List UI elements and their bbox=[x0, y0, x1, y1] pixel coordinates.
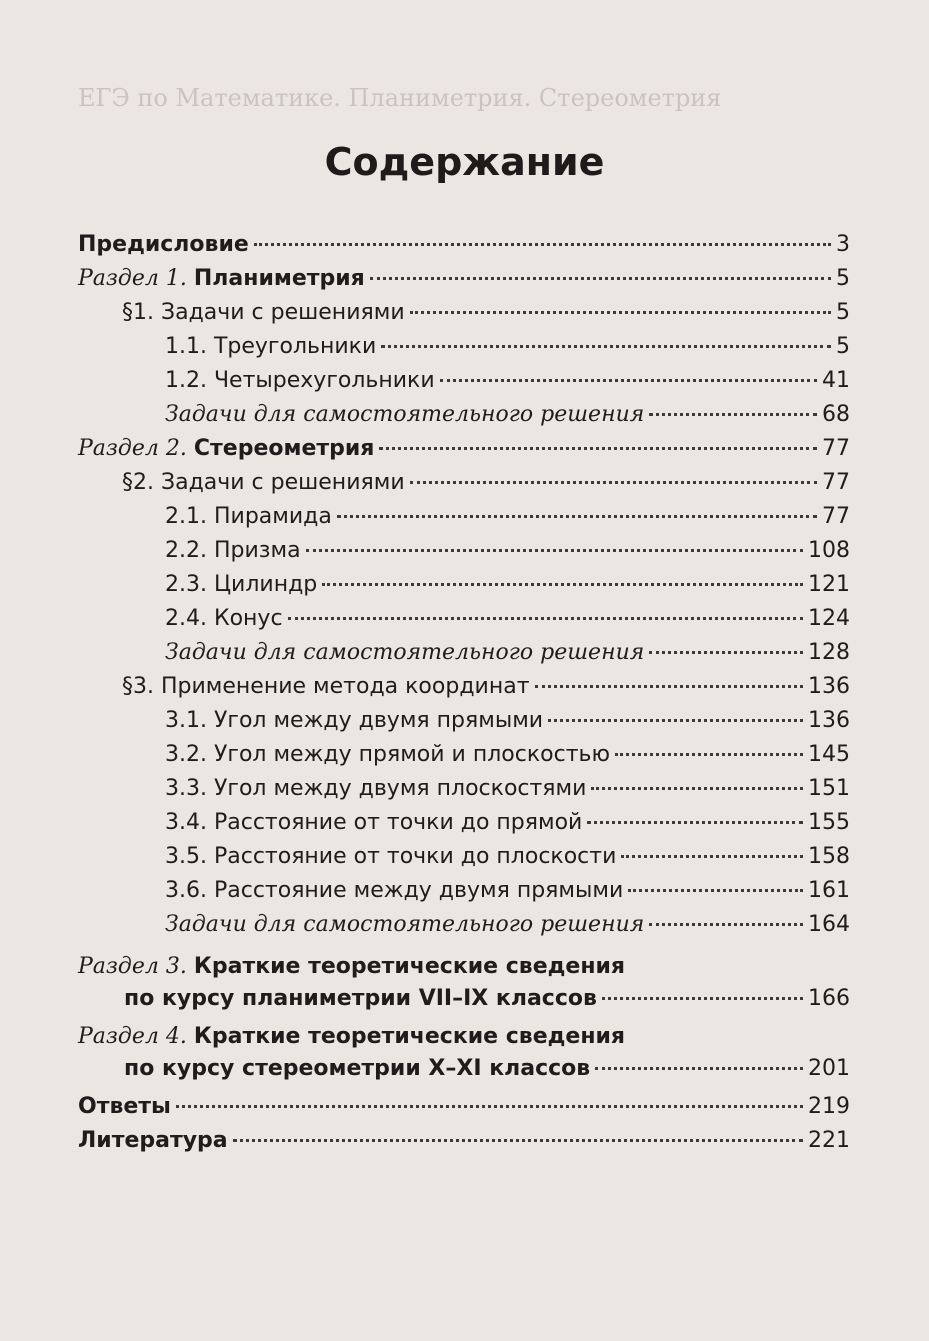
toc-entry-exercises-1[interactable] bbox=[78, 397, 850, 431]
toc-label: Задачи для самостоятельного решения bbox=[165, 402, 645, 427]
toc-entry-3-4[interactable] bbox=[78, 805, 850, 839]
toc-label: Краткие теоретические сведения bbox=[193, 1024, 626, 1049]
toc-label: 1.1. Треугольники bbox=[165, 334, 377, 359]
toc-page-number: 77 bbox=[822, 504, 850, 529]
toc-entry-paragraph-2[interactable] bbox=[78, 465, 850, 499]
toc-page-number: 155 bbox=[808, 810, 850, 835]
toc-label: Планиметрия bbox=[193, 266, 365, 291]
toc-page-number: 219 bbox=[808, 1094, 850, 1119]
dot-leader bbox=[306, 549, 803, 552]
toc-entry-2-1[interactable] bbox=[78, 499, 850, 533]
toc-entry-2-3[interactable] bbox=[78, 567, 850, 601]
toc-label: 3.4. Расстояние от точки до прямой bbox=[165, 810, 583, 835]
toc-label: 1.2. Четырехугольники bbox=[165, 368, 435, 393]
toc-label: Ответы bbox=[78, 1094, 171, 1119]
dot-leader bbox=[587, 821, 803, 824]
dot-leader bbox=[410, 481, 817, 484]
dot-leader bbox=[233, 1139, 803, 1142]
toc-entry-paragraph-3[interactable] bbox=[78, 669, 850, 703]
dot-leader bbox=[254, 243, 831, 246]
toc-label: 3.6. Расстояние между двумя прямыми bbox=[165, 878, 624, 903]
dot-leader bbox=[649, 651, 803, 654]
dot-leader bbox=[440, 379, 817, 382]
toc-label-continued: по курсу стереометрии X–XI классов bbox=[124, 1056, 591, 1081]
toc-entry-paragraph-1[interactable] bbox=[78, 295, 850, 329]
dot-leader bbox=[535, 685, 803, 688]
toc-entry-section-4[interactable] bbox=[78, 1019, 850, 1089]
toc-entry-1-2[interactable] bbox=[78, 363, 850, 397]
toc-entry-3-2[interactable] bbox=[78, 737, 850, 771]
dot-leader bbox=[602, 997, 803, 1000]
dot-leader bbox=[381, 345, 831, 348]
toc-label: 3.5. Расстояние от точки до плоскости bbox=[165, 844, 617, 869]
dot-leader bbox=[370, 277, 831, 280]
toc-label: Литература bbox=[78, 1128, 228, 1153]
toc-page-number: 151 bbox=[808, 776, 850, 801]
dot-leader bbox=[176, 1105, 803, 1108]
toc-page-number: 108 bbox=[808, 538, 850, 563]
toc-label: Краткие теоретические сведения bbox=[193, 954, 626, 979]
dot-leader bbox=[548, 719, 803, 722]
toc-page-number: 41 bbox=[822, 368, 850, 393]
toc-label: Стереометрия bbox=[193, 436, 375, 461]
toc-label: §1. Задачи с решениями bbox=[122, 300, 405, 325]
toc-page-number: 161 bbox=[808, 878, 850, 903]
dot-leader bbox=[628, 889, 803, 892]
toc-entry-2-2[interactable] bbox=[78, 533, 850, 567]
toc-page-number: 128 bbox=[808, 640, 850, 665]
toc-page-number: 121 bbox=[808, 572, 850, 597]
toc-entry-3-5[interactable] bbox=[78, 839, 850, 873]
running-head-bleedthrough: ЕГЭ по Математике. Планиметрия. Стереометрия bbox=[78, 84, 722, 112]
toc-entry-3-6[interactable] bbox=[78, 873, 850, 907]
toc-entry-1-1[interactable] bbox=[78, 329, 850, 363]
toc-label: Предисловие bbox=[78, 232, 249, 257]
toc-entry-section-3[interactable] bbox=[78, 949, 850, 1019]
dot-leader bbox=[288, 617, 803, 620]
dot-leader bbox=[621, 855, 803, 858]
toc-entry-preface[interactable] bbox=[78, 227, 850, 261]
table-of-contents bbox=[78, 227, 850, 1157]
toc-label-continued: по курсу планиметрии VII–IX классов bbox=[124, 986, 597, 1011]
toc-page-number: 145 bbox=[808, 742, 850, 767]
toc-entry-3-1[interactable] bbox=[78, 703, 850, 737]
dot-leader bbox=[322, 583, 803, 586]
toc-page-number: 136 bbox=[808, 708, 850, 733]
toc-label: 2.3. Цилиндр bbox=[165, 572, 318, 597]
toc-section-prefix: Раздел 3. bbox=[78, 954, 187, 979]
dot-leader bbox=[410, 311, 831, 314]
toc-section-prefix: Раздел 2. bbox=[78, 436, 187, 461]
toc-entry-section-1[interactable] bbox=[78, 261, 850, 295]
toc-label: 2.2. Призма bbox=[165, 538, 301, 563]
toc-page-number: 166 bbox=[808, 986, 850, 1011]
toc-page-number: 77 bbox=[822, 436, 850, 461]
toc-section-prefix: Раздел 4. bbox=[78, 1024, 187, 1049]
page-title: Содержание bbox=[324, 140, 605, 184]
toc-label: Задачи для самостоятельного решения bbox=[165, 640, 645, 665]
toc-entry-2-4[interactable] bbox=[78, 601, 850, 635]
toc-page-number: 158 bbox=[808, 844, 850, 869]
toc-entry-exercises-3[interactable] bbox=[78, 907, 850, 941]
toc-label: 2.1. Пирамида bbox=[165, 504, 332, 529]
dot-leader bbox=[649, 413, 817, 416]
dot-leader bbox=[337, 515, 817, 518]
toc-page-number: 221 bbox=[808, 1128, 850, 1153]
toc-entry-answers[interactable] bbox=[78, 1089, 850, 1123]
toc-page-number: 5 bbox=[836, 334, 850, 359]
toc-page-number: 136 bbox=[808, 674, 850, 699]
dot-leader bbox=[649, 923, 803, 926]
toc-entry-exercises-2[interactable] bbox=[78, 635, 850, 669]
toc-entry-literature[interactable] bbox=[78, 1123, 850, 1157]
toc-section-prefix: Раздел 1. bbox=[78, 266, 187, 291]
dot-leader bbox=[595, 1067, 803, 1070]
dot-leader bbox=[615, 753, 803, 756]
toc-page-number: 77 bbox=[822, 470, 850, 495]
toc-entry-3-3[interactable] bbox=[78, 771, 850, 805]
toc-label: 2.4. Конус bbox=[165, 606, 283, 631]
dot-leader bbox=[591, 787, 803, 790]
toc-label: 3.1. Угол между двумя прямыми bbox=[165, 708, 544, 733]
toc-page-number: 5 bbox=[836, 266, 850, 291]
toc-label: 3.3. Угол между двумя плоскостями bbox=[165, 776, 587, 801]
toc-label: 3.2. Угол между прямой и плоскостью bbox=[165, 742, 610, 767]
toc-label: §2. Задачи с решениями bbox=[122, 470, 405, 495]
toc-page-number: 201 bbox=[808, 1056, 850, 1081]
toc-label: §3. Применение метода координат bbox=[122, 674, 530, 699]
toc-label: Задачи для самостоятельного решения bbox=[165, 912, 645, 937]
toc-page-number: 68 bbox=[822, 402, 850, 427]
toc-entry-section-2[interactable] bbox=[78, 431, 850, 465]
toc-page-number: 164 bbox=[808, 912, 850, 937]
toc-page-number: 5 bbox=[836, 300, 850, 325]
toc-page-number: 124 bbox=[808, 606, 850, 631]
dot-leader bbox=[379, 447, 817, 450]
toc-page-number: 3 bbox=[836, 232, 850, 257]
